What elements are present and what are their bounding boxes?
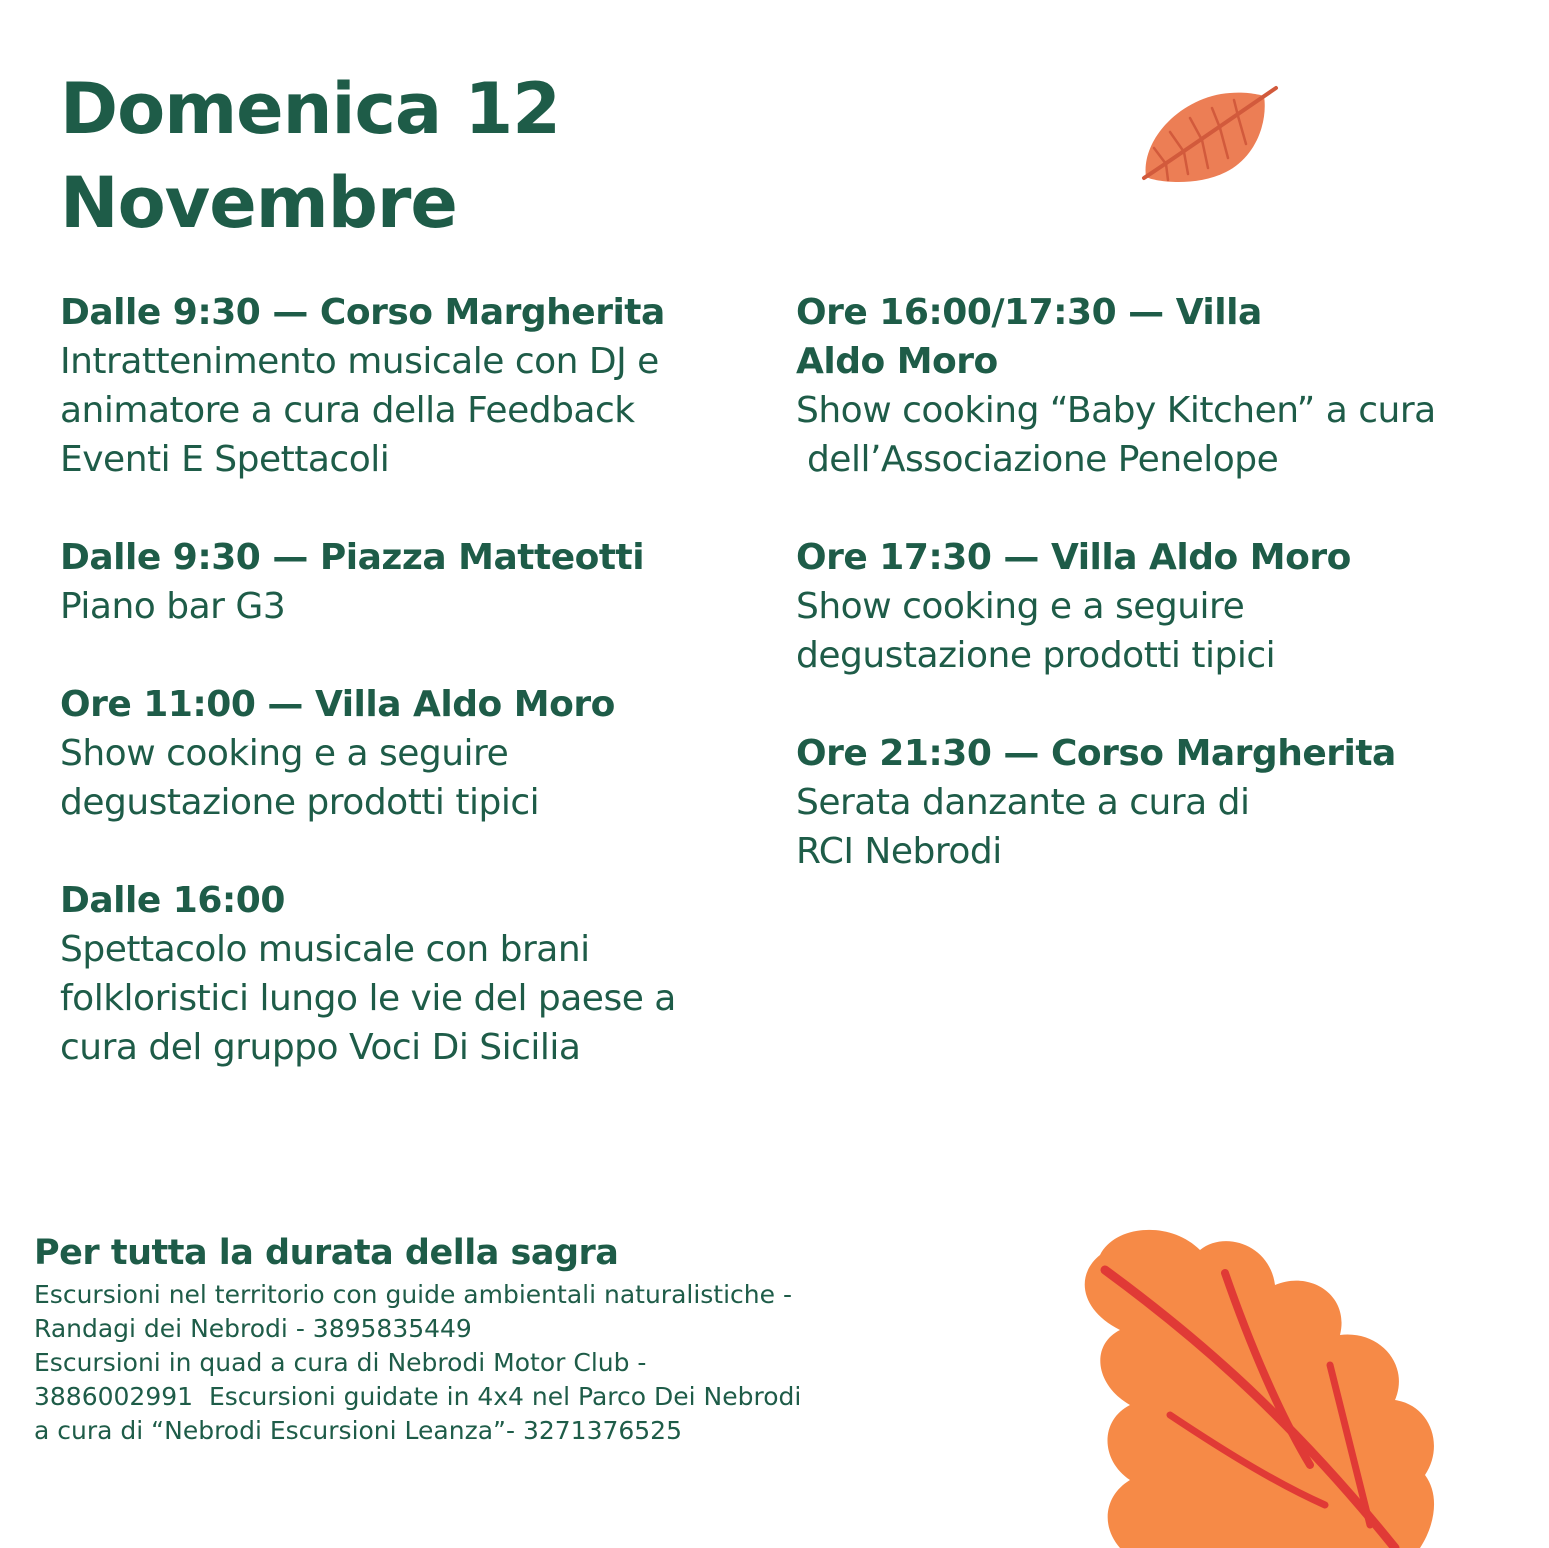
- event-heading: Dalle 9:30 — Corso Margherita: [60, 292, 665, 333]
- event-description-line: Intrattenimento musicale con DJ e: [60, 341, 659, 382]
- left-column: [60, 288, 760, 1072]
- page-title: [60, 62, 560, 250]
- footer-line: 3886002991 Escursioni guidate in 4x4 nel Parco Dei Nebrodi: [34, 1382, 802, 1411]
- event-left-2: [60, 533, 760, 631]
- oak-leaf-icon: [1060, 1225, 1549, 1548]
- footer-section: [34, 1228, 834, 1448]
- event-right-2: [796, 533, 1496, 680]
- event-right-3: [796, 729, 1496, 876]
- event-heading: Ore 21:30 — Corso Margherita: [796, 733, 1396, 774]
- event-heading: Ore 17:30 — Villa Aldo Moro: [796, 537, 1351, 578]
- title-line-2: Novembre: [60, 162, 457, 244]
- event-description-line: cura del gruppo Voci Di Sicilia: [60, 1027, 581, 1068]
- footer-line: Escursioni nel territorio con guide ambientali naturalistiche -: [34, 1280, 792, 1309]
- right-column: [796, 288, 1496, 876]
- footer-line: Randagi dei Nebrodi - 3895835449: [34, 1314, 472, 1343]
- event-left-3: [60, 680, 760, 827]
- event-description-line: degustazione prodotti tipici: [60, 782, 540, 823]
- footer-line: Escursioni in quad a cura di Nebrodi Motor Club -: [34, 1348, 647, 1377]
- event-description-line: Piano bar G3: [60, 586, 286, 627]
- event-description-line: Show cooking e a seguire: [60, 733, 509, 774]
- event-description-line: Eventi E Spettacoli: [60, 439, 390, 480]
- event-left-1: [60, 288, 760, 484]
- event-description-line: Show cooking e a seguire: [796, 586, 1245, 627]
- event-description-line: degustazione prodotti tipici: [796, 635, 1276, 676]
- event-heading: Aldo Moro: [796, 341, 998, 382]
- event-left-4: [60, 876, 760, 1072]
- event-heading: Ore 11:00 — Villa Aldo Moro: [60, 684, 615, 725]
- event-heading: Ore 16:00/17:30 — Villa: [796, 292, 1262, 333]
- event-description-line: Spettacolo musicale con brani: [60, 929, 590, 970]
- title-line-1: Domenica 12: [60, 68, 560, 150]
- footer-line: a cura di “Nebrodi Escursioni Leanza”- 3271376525: [34, 1416, 682, 1445]
- event-heading: Dalle 9:30 — Piazza Matteotti: [60, 537, 645, 578]
- event-description-line: animatore a cura della Feedback: [60, 390, 635, 431]
- event-description-line: Show cooking “Baby Kitchen” a cura: [796, 390, 1436, 431]
- event-description-line: RCI Nebrodi: [796, 831, 1002, 872]
- event-heading: Dalle 16:00: [60, 880, 285, 921]
- footer-title: Per tutta la durata della sagra: [34, 1233, 619, 1273]
- event-description-line: Serata danzante a cura di: [796, 782, 1250, 823]
- autumn-leaf-icon: [1136, 82, 1286, 192]
- event-right-1: [796, 288, 1496, 484]
- event-description-line: folkloristici lungo le vie del paese a: [60, 978, 676, 1019]
- event-description-line: dell’Associazione Penelope: [796, 439, 1279, 480]
